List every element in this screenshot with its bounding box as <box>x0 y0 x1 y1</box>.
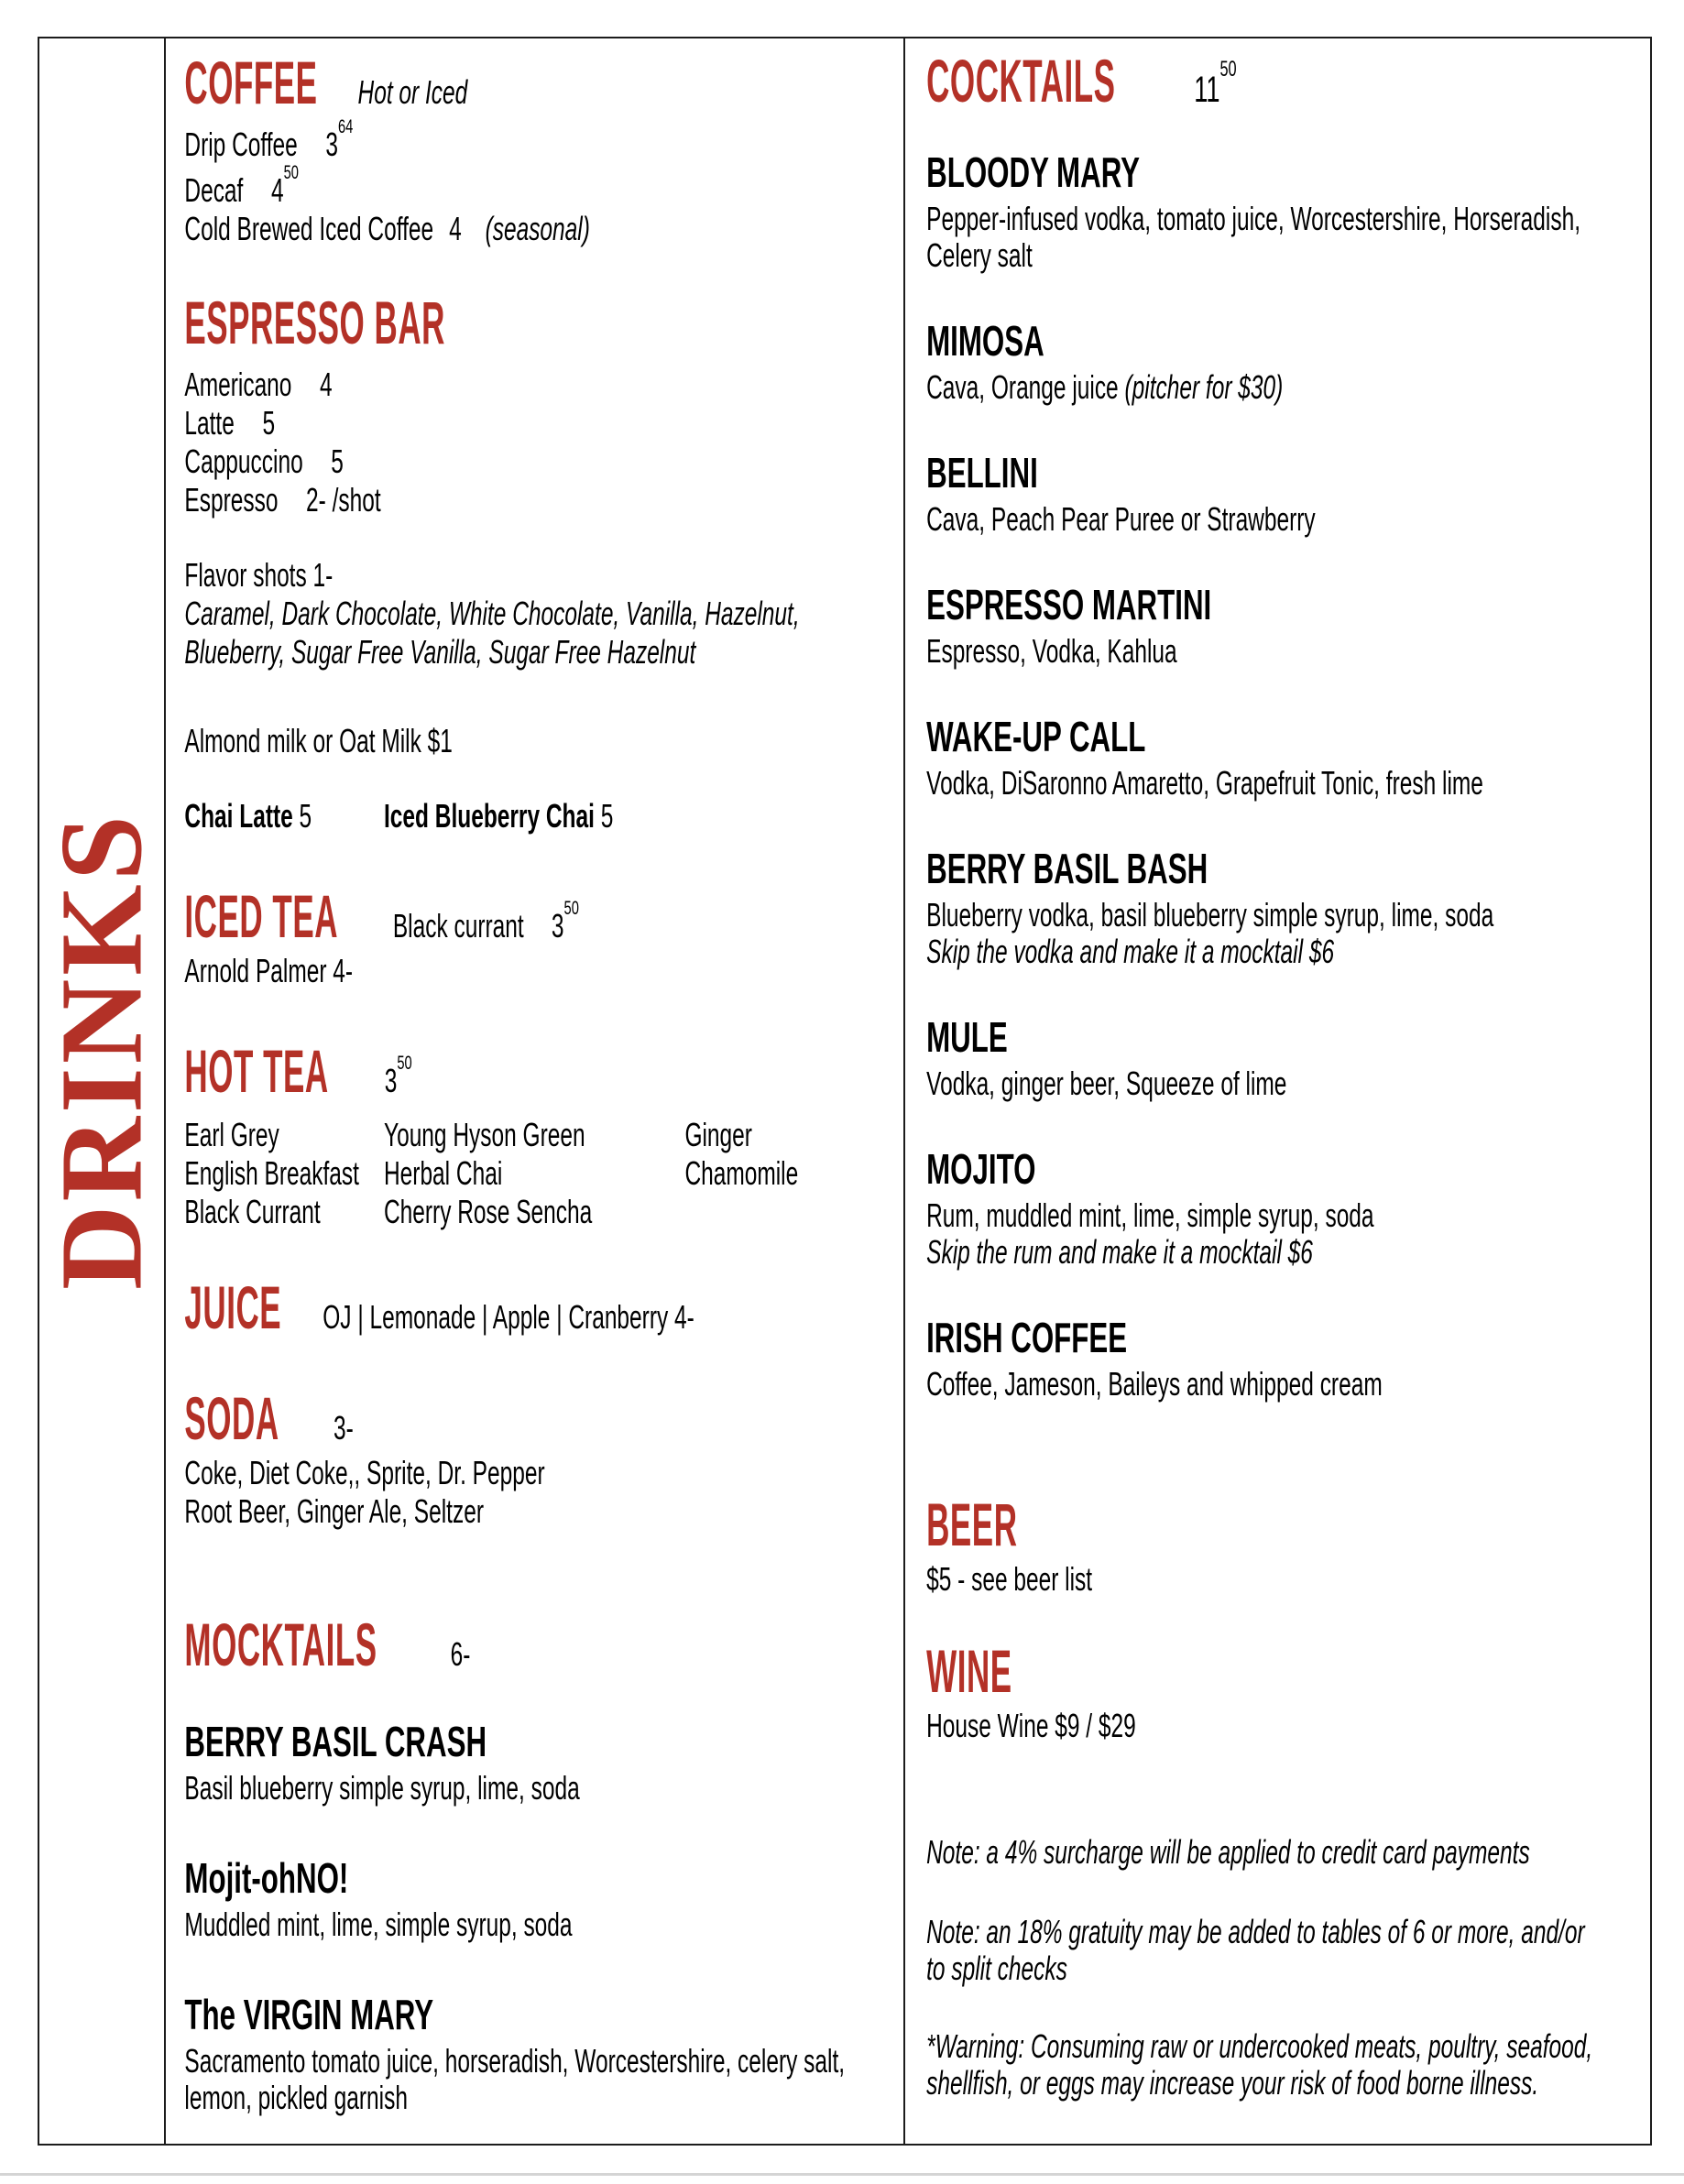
section-espresso-bar <box>184 289 902 835</box>
flavor-shots-line: Flavor shots 1- <box>184 556 334 594</box>
mocktail-1-desc: Basil blueberry simple syrup, lime, soda <box>184 1769 580 1807</box>
section-juice <box>184 1273 902 1341</box>
coffee-item-coldbrew-label: Cold Brewed Iced Coffee <box>184 210 434 247</box>
right-column <box>903 38 1652 2144</box>
espresso-item-latte-price: 5 <box>262 404 276 442</box>
tea-english-breakfast: English Breakfast <box>184 1154 359 1192</box>
hot-tea-col-1 <box>184 1116 384 1231</box>
mocktail-mojit-ohno <box>184 1854 902 1943</box>
mocktail-3-desc-2: lemon, pickled garnish <box>184 2079 408 2116</box>
cocktail-5-desc: Vodka, DiSaronno Amaretto, Grapefruit Tonic, fresh lime <box>926 764 1483 802</box>
cocktail-mimosa <box>926 317 1652 406</box>
beer-desc: $5 - see beer list <box>926 1560 1093 1598</box>
soda-line-1: Coke, Diet Coke,, Sprite, Dr. Pepper <box>184 1454 545 1491</box>
coffee-tagline: Hot or Iced <box>357 73 468 111</box>
left-column <box>164 38 903 2144</box>
chai-latte-label: Chai Latte <box>184 797 293 835</box>
cocktail-bloody-mary <box>926 148 1652 274</box>
tea-chamomile: Chamomile <box>684 1154 799 1192</box>
iced-blueberry-chai-price: 5 <box>600 797 614 835</box>
hot-tea-price-sup: 50 <box>397 1051 412 1075</box>
espresso-item-latte-label: Latte <box>184 404 235 442</box>
section-beer <box>926 1491 1652 1599</box>
cocktail-2-name: MIMOSA <box>926 317 1044 365</box>
tea-earl-grey: Earl Grey <box>184 1116 279 1153</box>
hot-tea-grid <box>184 1116 902 1231</box>
coffee-item-decaf <box>184 160 902 210</box>
espresso-header <box>184 289 902 356</box>
arnold-palmer-line: Arnold Palmer 4- <box>184 952 354 989</box>
page-bottom-edge <box>0 2173 1684 2176</box>
coffee-item-drip-price <box>325 115 354 163</box>
cocktail-5-name: WAKE-UP CALL <box>926 713 1146 760</box>
iced-tea-header <box>184 882 902 950</box>
cocktails-price-sup: 50 <box>1219 57 1237 82</box>
section-mocktails <box>184 1611 902 2116</box>
cocktail-bellini <box>926 449 1652 538</box>
hot-tea-col-2 <box>384 1116 684 1231</box>
wine-title: WINE <box>926 1637 1012 1705</box>
hot-tea-price-main: 3 <box>384 1062 398 1099</box>
espresso-item-cappuccino <box>184 442 902 481</box>
cocktail-7-desc: Vodka, ginger beer, Squeeze of lime <box>926 1065 1287 1102</box>
cocktail-mule <box>926 1013 1652 1102</box>
iced-tea-price <box>551 896 579 945</box>
tea-ginger: Ginger <box>684 1116 752 1153</box>
cocktails-header <box>926 47 1652 115</box>
coffee-item-coldbrew-note: (seasonal) <box>485 210 590 247</box>
iced-tea-price-sup: 50 <box>563 896 579 920</box>
notes-block <box>926 1834 1652 2102</box>
cocktail-berry-basil-bash <box>926 847 1652 970</box>
coffee-item-decaf-price-main: 4 <box>270 171 284 209</box>
iced-blueberry-chai-label: Iced Blueberry Chai <box>384 797 595 835</box>
hot-tea-header <box>184 1037 902 1105</box>
beer-header <box>926 1491 1652 1558</box>
iced-tea-title: ICED TEA <box>184 882 339 950</box>
mocktails-header <box>184 1611 902 1678</box>
mocktail-berry-basil-crash <box>184 1720 902 1807</box>
warning-line-2: shellfish, or eggs may increase your risk of food borne illness. <box>926 2064 1539 2102</box>
menu-frame <box>38 37 1652 2146</box>
espresso-item-cappuccino-price: 5 <box>331 442 344 480</box>
cocktail-6-name: BERRY BASIL BASH <box>926 845 1208 892</box>
cocktail-1-name: BLOODY MARY <box>926 148 1140 196</box>
left-column-content <box>166 38 903 2116</box>
wine-header <box>926 1637 1652 1705</box>
cocktail-6-mocktail-note: Skip the vodka and make it a mocktail $6 <box>926 933 1335 970</box>
warning-line-1: *Warning: Consuming raw or undercooked meats, poultry, seafood, <box>926 2027 1593 2065</box>
espresso-item-cappuccino-label: Cappuccino <box>184 442 303 480</box>
section-wine <box>926 1637 1652 1745</box>
alt-milk-line: Almond milk or Oat Milk $1 <box>184 722 453 759</box>
mocktail-3-desc-1: Sacramento tomato juice, horseradish, Worcestershire, celery salt, <box>184 2042 846 2080</box>
cocktail-2-desc <box>926 369 1652 406</box>
iced-tea-price-main: 3 <box>551 907 564 945</box>
soda-header <box>184 1384 902 1452</box>
espresso-item-latte <box>184 404 902 442</box>
cocktails-price <box>1194 57 1237 110</box>
cocktail-4-desc: Espresso, Vodka, Kahlua <box>926 632 1177 670</box>
espresso-title: ESPRESSO BAR <box>184 289 445 356</box>
cocktail-6-desc: Blueberry vodka, basil blueberry simple syrup, lime, soda <box>926 896 1494 934</box>
espresso-item-espresso-label: Espresso <box>184 481 279 519</box>
mocktails-price: 6- <box>450 1635 471 1673</box>
mocktails-title: MOCKTAILS <box>184 1611 377 1678</box>
cocktail-8-name: MOJITO <box>926 1145 1036 1193</box>
drinks-sidebar <box>36 38 167 2144</box>
mocktail-1-name: BERRY BASIL CRASH <box>184 1718 487 1765</box>
coffee-item-decaf-label: Decaf <box>184 171 244 209</box>
juice-title: JUICE <box>184 1273 282 1341</box>
coffee-item-coldbrew-price: 4 <box>449 210 462 247</box>
soda-price: 3- <box>334 1409 354 1447</box>
section-coffee <box>184 49 902 248</box>
sidebar-title: DRINKS <box>36 812 167 1290</box>
section-soda <box>184 1384 902 1531</box>
coffee-item-decaf-price-sup: 50 <box>283 160 299 184</box>
cocktail-espresso-martini <box>926 581 1652 670</box>
tea-cherry-rose: Cherry Rose Sencha <box>384 1193 593 1230</box>
cocktail-mojito <box>926 1145 1652 1271</box>
wine-desc: House Wine $9 / $29 <box>926 1707 1136 1744</box>
cocktail-9-name: IRISH COFFEE <box>926 1314 1128 1361</box>
coffee-title: COFFEE <box>184 49 318 116</box>
juice-header <box>184 1273 902 1341</box>
coffee-header <box>184 49 902 116</box>
cocktail-1-desc-2: Celery salt <box>926 236 1033 274</box>
hot-tea-price <box>384 1051 412 1099</box>
section-iced-tea <box>184 882 902 990</box>
tea-young-hyson: Young Hyson Green <box>384 1116 585 1153</box>
soda-title: SODA <box>184 1384 279 1452</box>
cocktail-wake-up-call <box>926 715 1652 802</box>
cocktail-3-name: BELLINI <box>926 449 1038 497</box>
espresso-item-americano-price: 4 <box>320 366 333 403</box>
hot-tea-title: HOT TEA <box>184 1037 329 1105</box>
chai-line <box>184 797 902 835</box>
iced-tea-flavor: Black currant <box>392 907 524 945</box>
cocktail-8-mocktail-note: Skip the rum and make it a mocktail $6 <box>926 1233 1313 1271</box>
flavors-line-2: Blueberry, Sugar Free Vanilla, Sugar Free Hazelnut <box>184 633 696 671</box>
hot-tea-col-3 <box>684 1116 798 1231</box>
tea-black-currant: Black Currant <box>184 1193 321 1230</box>
cocktail-4-name: ESPRESSO MARTINI <box>926 581 1212 628</box>
cocktails-title: COCKTAILS <box>926 47 1116 115</box>
espresso-item-espresso <box>184 481 902 519</box>
iced-blueberry-chai <box>384 797 613 835</box>
espresso-item-americano-label: Americano <box>184 366 292 403</box>
cocktail-7-name: MULE <box>926 1013 1008 1061</box>
juice-desc: OJ | Lemonade | Apple | Cranberry 4- <box>323 1298 694 1336</box>
right-column-content <box>905 38 1652 2102</box>
note-gratuity-1: Note: an 18% gratuity may be added to tables of 6 or more, and/or <box>926 1913 1585 1950</box>
cocktails-price-main: 11 <box>1194 70 1220 110</box>
cocktail-2-pitcher-note: (pitcher for $30) <box>1124 368 1284 406</box>
espresso-item-americano <box>184 366 902 404</box>
cocktail-8-desc: Rum, muddled mint, lime, simple syrup, soda <box>926 1196 1374 1234</box>
section-cocktails <box>926 47 1652 1403</box>
mocktail-2-name: Mojit-ohNO! <box>184 1854 349 1902</box>
mocktail-virgin-mary <box>184 1993 902 2116</box>
mocktail-2-desc: Muddled mint, lime, simple syrup, soda <box>184 1906 573 1943</box>
note-surcharge: Note: a 4% surcharge will be applied to credit card payments <box>926 1833 1530 1871</box>
cocktail-2-desc-text: Cava, Orange juice <box>926 368 1119 406</box>
cocktail-3-desc: Cava, Peach Pear Puree or Strawberry <box>926 500 1316 538</box>
coffee-item-coldbrew <box>184 210 902 248</box>
chai-latte <box>184 797 384 835</box>
mocktail-3-name: The VIRGIN MARY <box>184 1991 434 2038</box>
flavors-line-1: Caramel, Dark Chocolate, White Chocolate, Vanilla, Hazelnut, <box>184 595 800 632</box>
tea-herbal-chai: Herbal Chai <box>384 1154 503 1192</box>
cocktail-9-desc: Coffee, Jameson, Baileys and whipped cream <box>926 1365 1383 1403</box>
coffee-item-drip-price-sup: 64 <box>337 115 354 138</box>
coffee-item-drip-price-main: 3 <box>325 126 338 163</box>
cocktail-1-desc-1: Pepper-infused vodka, tomato juice, Worcestershire, Horseradish, <box>926 200 1581 237</box>
coffee-item-drip-label: Drip Coffee <box>184 126 298 163</box>
coffee-item-drip <box>184 115 902 164</box>
coffee-item-decaf-price <box>270 160 299 209</box>
chai-latte-price: 5 <box>299 797 312 835</box>
note-gratuity-2: to split checks <box>926 1949 1067 1987</box>
beer-title: BEER <box>926 1491 1018 1558</box>
soda-line-2: Root Beer, Ginger Ale, Seltzer <box>184 1492 484 1530</box>
cocktail-irish-coffee <box>926 1316 1652 1403</box>
espresso-item-espresso-price: 2- /shot <box>306 481 381 519</box>
section-hot-tea <box>184 1037 902 1231</box>
